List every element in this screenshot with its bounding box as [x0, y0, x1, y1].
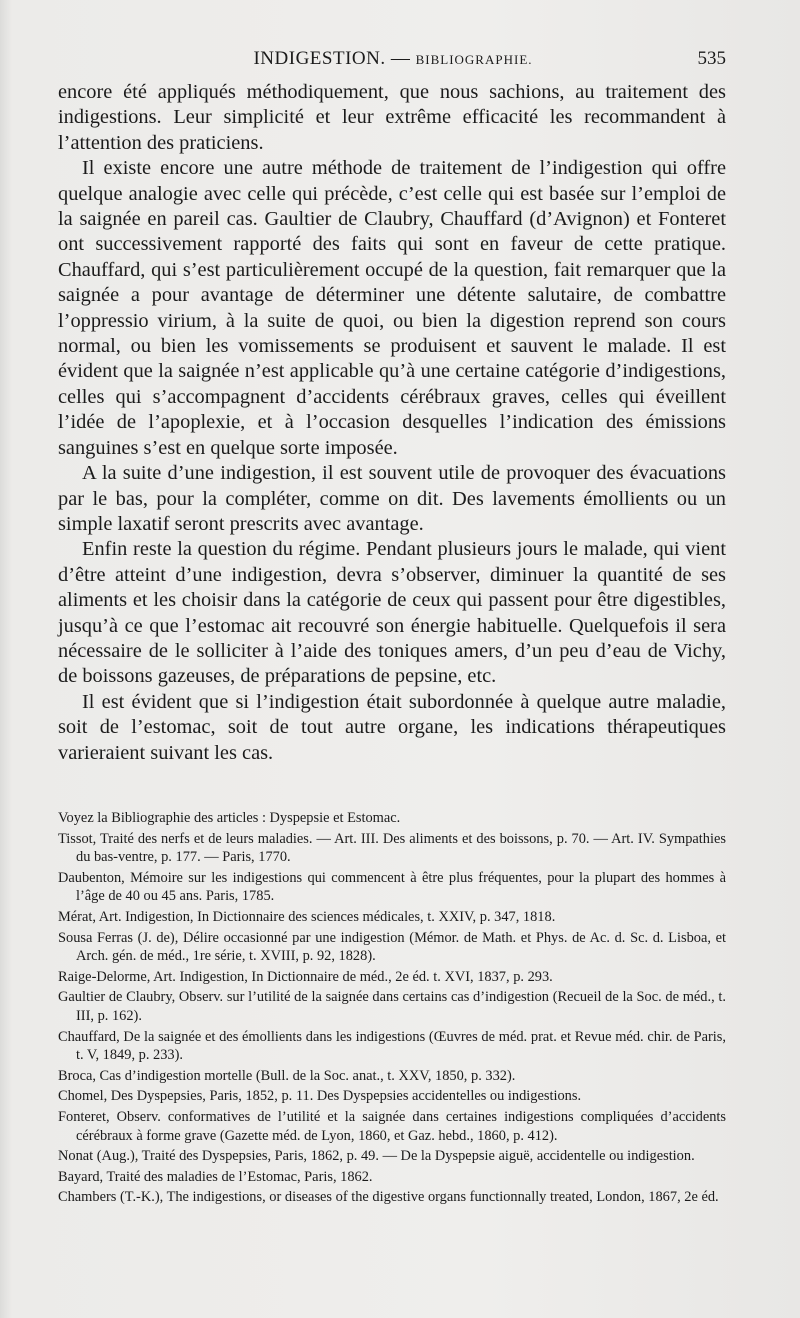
bibliography-entry: Nonat (Aug.), Traité des Dyspepsies, Paris, 1862, p. 49. — De la Dyspepsie aiguë, accidentelle ou indigestion. — [58, 1148, 695, 1165]
bibliography-entry: Voyez la Bibliographie des articles : Dyspepsie et Estomac. — [58, 810, 401, 826]
running-title — [60, 48, 726, 70]
main-text — [58, 80, 726, 766]
running-header — [60, 46, 726, 74]
bibliography-entry: Bayard, Traité des maladies de l’Estomac, Paris, 1862. — [58, 1168, 373, 1185]
paragraph: A la suite d’une indigestion, il est souvent utile de provoquer des évacuations par le bas, pour la compléter, comme on dit. Des lavements émollients ou un simple laxatif seront prescrits avec avantage. — [58, 462, 726, 535]
bibliography-entry: Chomel, Des Dyspepsies, Paris, 1852, p. 11. Des Dyspepsies accidentelles ou indigestions. — [58, 1088, 582, 1105]
bibliography-entry: Broca, Cas d’indigestion mortelle (Bull. de la Soc. anat., t. XXV, 1850, p. 332). — [58, 1067, 516, 1084]
running-title-sub: BIBLIOGRAPHIE. — [415, 52, 533, 67]
bibliography-entry: Sousa Ferras (J. de), Délire occasionné par une indigestion (Mémor. de Math. et Phys. de Ac. d. Sc. d. Lisboa, et Arch. gén. de méd., 1re série, t. XVIII, p. 92, 1828). — [58, 929, 726, 965]
running-title-main: INDIGESTION. — — [253, 48, 416, 69]
bibliography-entry: Daubenton, Mémoire sur les indigestions qui commencent à être plus fréquentes, pour la plupart des hommes à l’âge de 40 ou 45 ans. Paris, 1785. — [58, 869, 726, 905]
bibliography — [58, 809, 726, 1209]
bibliography-entry: Tissot, Traité des nerfs et de leurs maladies. — Art. III. Des aliments et des boissons, p. 70. — Art. IV. Sympathies du bas-ventre, p. 177. — Paris, 1770. — [58, 830, 726, 866]
paragraph: encore été appliqués méthodiquement, que nous sachions, au traitement des indigestions. Leur simplicité et leur extrême efficacité les recommandent à l’attention des praticiens. — [58, 81, 726, 154]
paragraph: Il est évident que si l’indigestion était subordonnée à quelque autre maladie, soit de l’estomac, soit de tout autre organe, les indications thérapeutiques varieraient suivant les cas. — [58, 690, 726, 764]
bibliography-entry: Gaultier de Claubry, Observ. sur l’utilité de la saignée dans certains cas d’indigestion (Recueil de la Soc. de méd., t. III, p. 162). — [58, 989, 726, 1024]
bibliography-entry: Chambers (T.-K.), The indigestions, or diseases of the digestive organs functionnally treated, London, 1867, 2e éd. — [58, 1189, 719, 1206]
bibliography-entry: Chauffard, De la saignée et des émollients dans les indigestions (Œuvres de méd. prat. et Revue méd. chir. de Paris, t. V, 1849, p. 233). — [58, 1028, 726, 1064]
bibliography-entry: Raige-Delorme, Art. Indigestion, In Dictionnaire de méd., 2e éd. t. XVI, 1837, p. 293. — [58, 968, 553, 985]
paragraph: Il existe encore une autre méthode de traitement de l’indigestion qui offre quelque analogie avec celle qui précède, c’est celle qui est basée sur l’emploi de la saignée en pareil cas. Gaultier de Claubry, Chauffard (d’Avignon) et Fonteret ont successivement rapporté des faits qui sont en faveur de cette pratique. Chauffard, qui s’est particulièrement occupé de la question, fait remarquer que la saignée a pour avantage de déterminer une détente salutaire, de combattre l’oppressio virium, à la suite de quoi, ou bien la digestion reprend son cours normal, ou bien les vomissements se produisent et sauvent le malade. Il est évident que la saignée n’est applicable qu’à une certaine catégorie d’indigestions, celles qui s’accompagnent d’accidents cérébraux graves, celles qui éveillent l’idée de l’apoplexie, et à l’occasion desquelles l’indication des émissions sanguines s’est en quelque sorte imposée. — [58, 157, 726, 459]
paragraph: Enfin reste la question du régime. Pendant plusieurs jours le malade, qui vient d’être atteint d’une indigestion, devra s’observer, diminuer la quantité de ses aliments et les choisir dans la catégorie de ceux qui passent pour être digestibles, jusqu’à ce que l’estomac ait recouvré son énergie habituelle. Quelquefois il sera nécessaire de le solliciter à l’aide des toniques amers, d’un peu d’eau de Vichy, de boissons gazeuses, de préparations de pepsine, etc. — [58, 538, 726, 688]
page-number: 535 — [697, 48, 726, 69]
bibliography-entry: Mérat, Art. Indigestion, In Dictionnaire des sciences médicales, t. XXIV, p. 347, 1818. — [58, 908, 556, 925]
bibliography-entry: Fonteret, Observ. conformatives de l’utilité et la saignée dans certaines indigestions compliquées d’accidents cérébraux à forme grave (Gazette méd. de Lyon, 1860, et Gaz. hebd., 1860, p. 412). — [58, 1108, 726, 1144]
